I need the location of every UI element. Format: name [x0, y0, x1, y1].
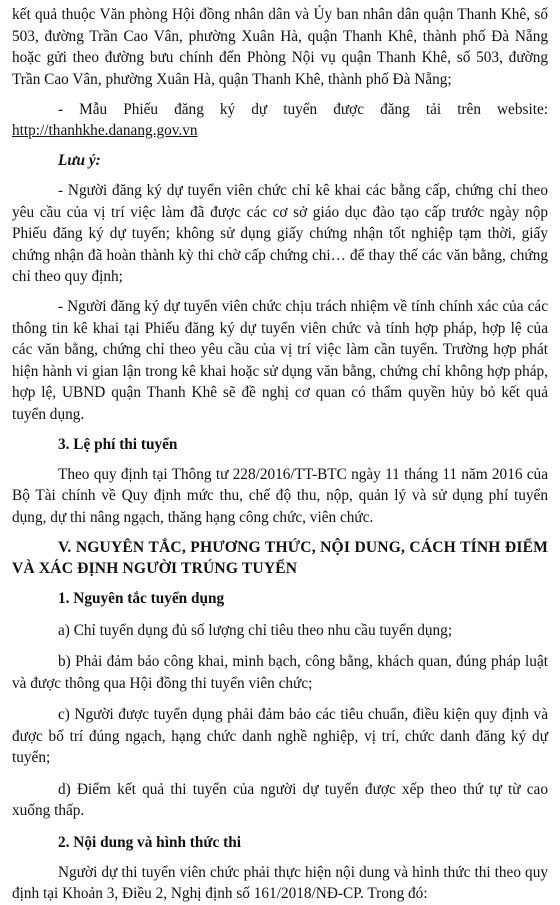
heading-section-v: V. NGUYÊN TẮC, PHƯƠNG THỨC, NỘI DUNG, CÁCH TÍNH ĐIỂM VÀ XÁC ĐỊNH NGƯỜI TRÚNG TUYỂN — [12, 538, 548, 577]
paragraph-submission-address: kết quả thuộc Văn phòng Hội đồng nhân dân và Ủy ban nhân dân quận Thanh Khê, số 503, đường Trần Cao Vân, phường Xuân Hà, quận Thanh Khê, thành phố Đà Nẵng hoặc gửi theo đường bưu chính đến Phòng Nội vụ quận Thanh Khê, số 503, đường Trần Cao Vân, phường Xuân Hà, quận Thanh Khê, thành phố Đà Nẵng; — [12, 6, 548, 88]
principle-a: a) Chỉ tuyển dụng đủ số lượng chỉ tiêu theo nhu cầu tuyển dụng; — [58, 621, 453, 639]
heading-recruitment-principle: 1. Nguyên tắc tuyển dụng — [58, 590, 225, 607]
heading-exam-fee: 3. Lệ phí thi tuyển — [58, 435, 178, 453]
website-link[interactable]: http://thanhkhe.danang.gov.vn — [12, 122, 198, 139]
paragraph-fee-regulation: Theo quy định tại Thông tư 228/2016/TT-BTC ngày 11 tháng 11 năm 2016 của Bộ Tài chính về Quy định mức thu, chế độ thu, nộp, quản lý và sử dụng phí tuyển dụng, dự thi nâng ngạch, thăng hạng công chức, viên chức. — [12, 465, 548, 526]
heading-exam-content: 2. Nội dung và hình thức thi — [58, 833, 242, 851]
principle-b: b) Phải đảm bảo công khai, minh bạch, công bằng, khách quan, đúng pháp luật và được thông qua Hội đồng thi tuyển viên chức; — [12, 653, 548, 692]
form-website-text: - Mẫu Phiếu đăng ký dự tuyển được đăng tải trên website: — [58, 100, 548, 118]
paragraph-exam-content: Người dự thi tuyển viên chức phải thực hiện nội dung và hình thức thi theo quy định tại Khoản 3, Điều 2, Nghị định số 161/2018/NĐ-CP. Trong đó: — [12, 863, 548, 902]
principle-c: c) Người được tuyển dụng phải đảm bảo các tiêu chuẩn, điều kiện quy định và được bố trí đúng ngạch, hạng chức danh nghề nghiệp, vị trí, chức danh đăng ký dự tuyển; — [12, 706, 548, 766]
paragraph-form-website — [12, 99, 548, 142]
paragraph-note-responsibility: - Người đăng ký dự tuyển viên chức chịu trách nhiệm về tính chính xác của các thông tin kê khai tại Phiếu đăng ký dự tuyển viên chức và tính hợp pháp, hợp lệ của các văn bằng, chứng chỉ theo yêu cầu của vị trí việc làm cần tuyển. Trường hợp phát hiện hành vi gian lận trong kê khai hoặc sử dụng văn bằng, chứng chỉ không hợp pháp, hợp lệ, UBND quận Thanh Khê sẽ đề nghị cơ quan có thẩm quyền hủy bỏ kết quả tuyển dụng. — [12, 298, 548, 423]
principle-d: d) Điểm kết quả thi tuyển của người dự tuyển được xếp theo thứ tự từ cao xuống thấp. — [12, 780, 548, 819]
note-label: Lưu ý: — [58, 152, 101, 169]
paragraph-note-certificates: - Người đăng ký dự tuyển viên chức chỉ kê khai các bằng cấp, chứng chỉ theo yêu cầu của vị trí việc làm đã được các cơ sở giáo dục đào tạo cấp trước ngày nộp Phiếu đăng ký dự tuyển; không sử dụng giấy chứng nhận tốt nghiệp tạm thời, giấy chứng nhận đã hoàn thành kỳ thi chờ cấp chứng chi… để thay thế các văn bằng, chứng chỉ theo quy định; — [12, 182, 548, 285]
